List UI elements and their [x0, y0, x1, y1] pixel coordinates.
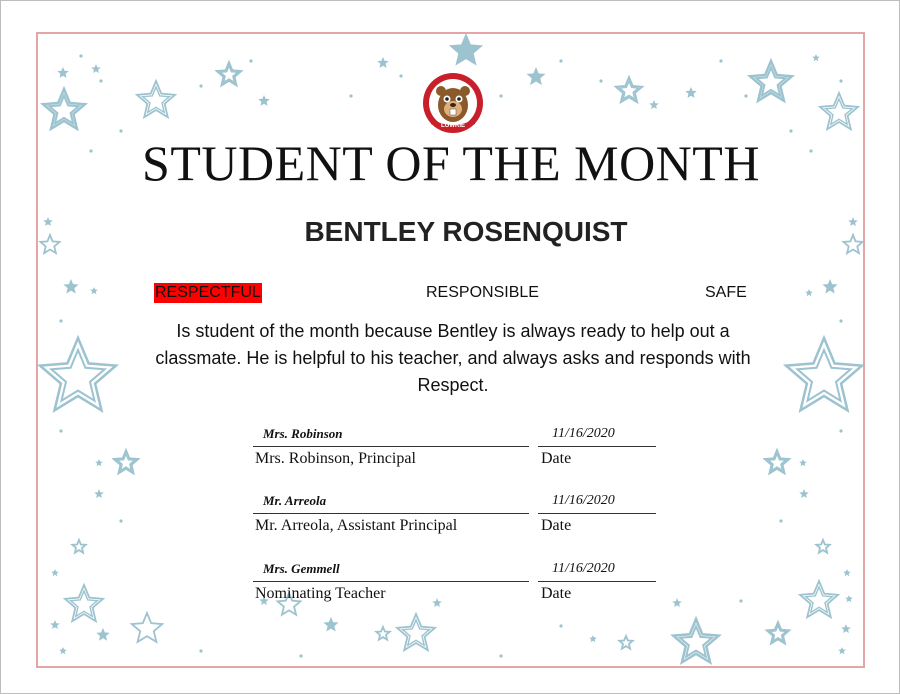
signature-line [253, 446, 529, 447]
star-icon [63, 279, 78, 294]
sparkle-dot [839, 79, 842, 82]
signature-row-principal [1, 425, 900, 485]
sparkle-dot [839, 319, 842, 322]
signature-line [253, 513, 529, 514]
signature-date: 11/16/2020 [552, 561, 615, 576]
sparkle-dot [559, 59, 562, 62]
star-icon [57, 67, 68, 78]
star-icon [589, 635, 597, 642]
award-reason: Is student of the month because Bentley is always ready to help out a classmate. He is helpful to his teacher, and always asks and responds with Respect. [155, 321, 751, 395]
signature: Mr. Arreola [263, 493, 327, 508]
signature-line [253, 581, 529, 582]
star-icon [822, 279, 837, 294]
trait-responsible: RESPONSIBLE [426, 284, 539, 301]
star-icon [685, 87, 696, 98]
sparkle-dot [299, 654, 302, 657]
sparkle-dot [499, 94, 502, 97]
star-icon [449, 33, 483, 66]
signature-caption: Mrs. Robinson, Principal [255, 450, 416, 467]
beaver-mascot-icon [421, 71, 485, 135]
date-caption: Date [541, 450, 572, 467]
star-icon [841, 624, 851, 633]
star-icon [90, 287, 98, 294]
signature-row-assistant-principal [1, 492, 900, 552]
signature-row-nominating-teacher [1, 560, 900, 620]
signature-caption: Nominating Teacher [255, 585, 386, 602]
signature-date: 11/16/2020 [552, 493, 615, 508]
star-icon [91, 64, 101, 73]
star-icon [50, 620, 60, 629]
date-line [538, 446, 656, 447]
signature-caption: Mr. Arreola, Assistant Principal [255, 517, 458, 534]
date-line [538, 581, 656, 582]
star-icon [96, 628, 109, 641]
trait-respectful: RESPECTFUL [155, 284, 261, 301]
star-icon [649, 100, 659, 109]
logo-text: LOWRIE [441, 123, 465, 129]
date-caption: Date [541, 585, 572, 602]
star-icon [812, 54, 820, 61]
signature: Mrs. Robinson [263, 426, 343, 441]
sparkle-dot [199, 649, 202, 652]
date-line [538, 513, 656, 514]
student-name: BENTLEY ROSENQUIST [304, 216, 628, 247]
star-icon [377, 57, 388, 68]
star-icon [805, 289, 813, 296]
sparkle-dot [99, 79, 102, 82]
sparkle-dot [199, 84, 202, 87]
sparkle-dot [499, 654, 502, 657]
signature: Mrs. Gemmell [263, 561, 340, 576]
sparkle-dot [599, 79, 602, 82]
signature-date: 11/16/2020 [552, 426, 615, 441]
sparkle-dot [399, 74, 402, 77]
trait-safe: SAFE [705, 284, 747, 301]
star-icon [619, 636, 632, 649]
sparkle-dot [79, 54, 82, 57]
sparkle-dot [719, 59, 722, 62]
certificate-title: STUDENT OF THE MONTH [142, 135, 760, 191]
star-icon [258, 95, 269, 106]
sparkle-dot [559, 624, 562, 627]
sparkle-dot [744, 94, 747, 97]
star-icon [838, 647, 846, 654]
star-icon [59, 647, 67, 654]
star-icon [376, 627, 389, 640]
star-icon [527, 67, 546, 85]
sparkle-dot [349, 94, 352, 97]
date-caption: Date [541, 517, 572, 534]
sparkle-dot [249, 59, 252, 62]
sparkle-dot [59, 319, 62, 322]
